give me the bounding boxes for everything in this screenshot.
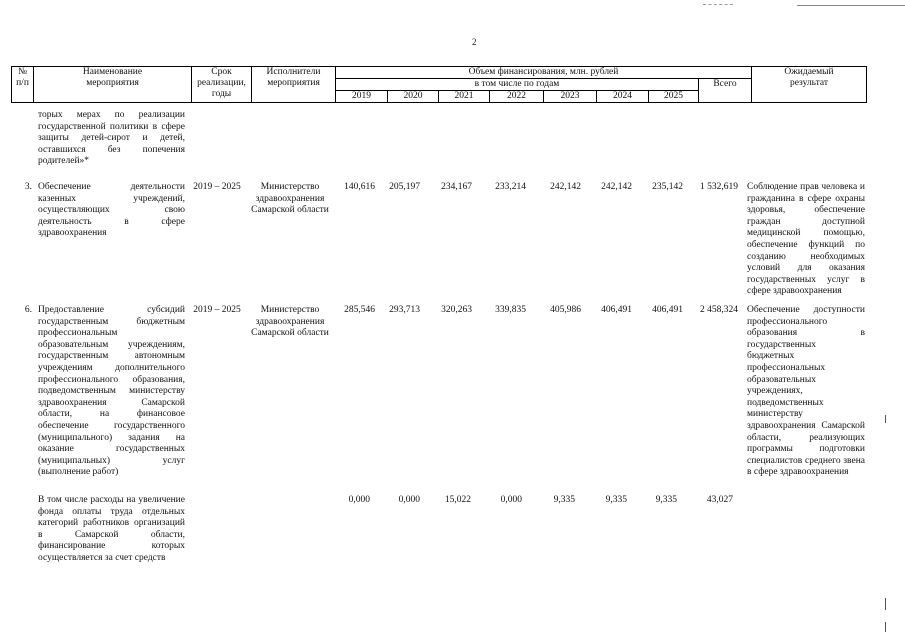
header-year: 2024 (597, 91, 649, 103)
row-name: Предоставление субсидий государственным бюджетным профессиональным образовательным учреждениям, государственным автономным учреждениям дополнительного профессионального образования, подведомственным министерству здравоохранения Самарской области, на финансовое обеспечение государственного (муниципального) задания на оказание государственных (муниципальных) услуг (выполнение работ) (38, 305, 185, 478)
scan-mark-top-left (703, 4, 733, 5)
row-value-2020: 0,000 (398, 495, 420, 505)
row-value-2022: 0,000 (500, 495, 522, 505)
row-executor: Министерство здравоохранения Самарской области (251, 182, 329, 216)
row-value-2022: 339,835 (495, 305, 526, 315)
row-value-2024: 9,335 (605, 495, 627, 505)
header-year: 2020 (388, 91, 439, 103)
header-result: Ожидаемый результат (752, 67, 867, 103)
row-total: 43,027 (706, 495, 733, 505)
row-total: 1 532,619 (700, 182, 738, 192)
row-name: Обеспечение деятельности казенных учреждений, осуществляющих свою деятельность в сфере здравоохранения (38, 182, 185, 239)
header-executors: Исполнители мероприятия (252, 67, 336, 103)
continuation-text: торых мерах по реализации государственной политики в сфере защиты детей-сирот и детей, оставшихся без попечения родителей»* (38, 110, 185, 167)
row-value-2019: 285,546 (344, 305, 375, 315)
header-year: 2023 (544, 91, 597, 103)
row-value-2023: 405,986 (550, 305, 581, 315)
row-value-2020: 293,713 (389, 305, 420, 315)
header-name: Наименование мероприятия (34, 67, 192, 103)
row-result: Соблюдение прав человека и гражданина в сфере охраны здоровья, обеспечение граждан доступной медицинской помощью, обеспечение функций по созданию необходимых условий для оказания государственных услуг в сфере здравоохранения (747, 182, 865, 297)
row-value-2019: 0,000 (348, 495, 370, 505)
header-year: 2021 (439, 91, 490, 103)
scan-mark-right (885, 415, 886, 423)
row-value-2021: 320,263 (441, 305, 472, 315)
header-total: Всего (699, 79, 752, 103)
row-value-2025: 9,335 (655, 495, 677, 505)
table-header (11, 66, 867, 103)
header-num: № п/п (12, 67, 34, 103)
row-number: 6. (24, 305, 32, 315)
row-period: 2019 – 2025 (193, 305, 241, 315)
scan-mark-right (885, 598, 886, 610)
row-value-2023: 9,335 (553, 495, 575, 505)
row-value-2022: 233,214 (495, 182, 526, 192)
row-value-2025: 235,142 (652, 182, 683, 192)
row-value-2025: 406,491 (652, 305, 683, 315)
row-total: 2 458,324 (700, 305, 738, 315)
scan-mark-top-right (797, 5, 905, 6)
header-by-years: в том числе по годам (336, 79, 699, 91)
row-executor: Министерство здравоохранения Самарской области (251, 305, 329, 339)
row-value-2020: 205,197 (389, 182, 420, 192)
row-number: 3. (24, 182, 32, 192)
row-value-2021: 234,167 (441, 182, 472, 192)
row-name: В том числе расходы на увеличение фонда оплаты труда отдельных категорий работников организаций в Самарской области, финансирование которых осуществляется за счет средств (38, 495, 185, 563)
header-year: 2019 (336, 91, 388, 103)
page-number: 2 (472, 37, 477, 47)
scan-mark-right (885, 622, 886, 632)
header-financing: Объем финансирования, млн. рублей (336, 67, 752, 79)
row-period: 2019 – 2025 (193, 182, 241, 192)
header-period: Срок реализации, годы (192, 67, 252, 103)
header-year: 2025 (649, 91, 699, 103)
row-value-2019: 140,616 (344, 182, 375, 192)
header-year: 2022 (490, 91, 544, 103)
row-value-2021: 15,022 (444, 495, 471, 505)
row-value-2024: 406,491 (601, 305, 632, 315)
row-value-2024: 242,142 (601, 182, 632, 192)
row-value-2023: 242,142 (550, 182, 581, 192)
row-result: Обеспечение доступности профессионального образования в государственных бюджетных профессиональных образовательных учреждениях, подведомственных министерству здравоохранения Самарской области, реализующих программы подготовки специалистов среднего звена в сфере здравоохранения (747, 305, 865, 478)
